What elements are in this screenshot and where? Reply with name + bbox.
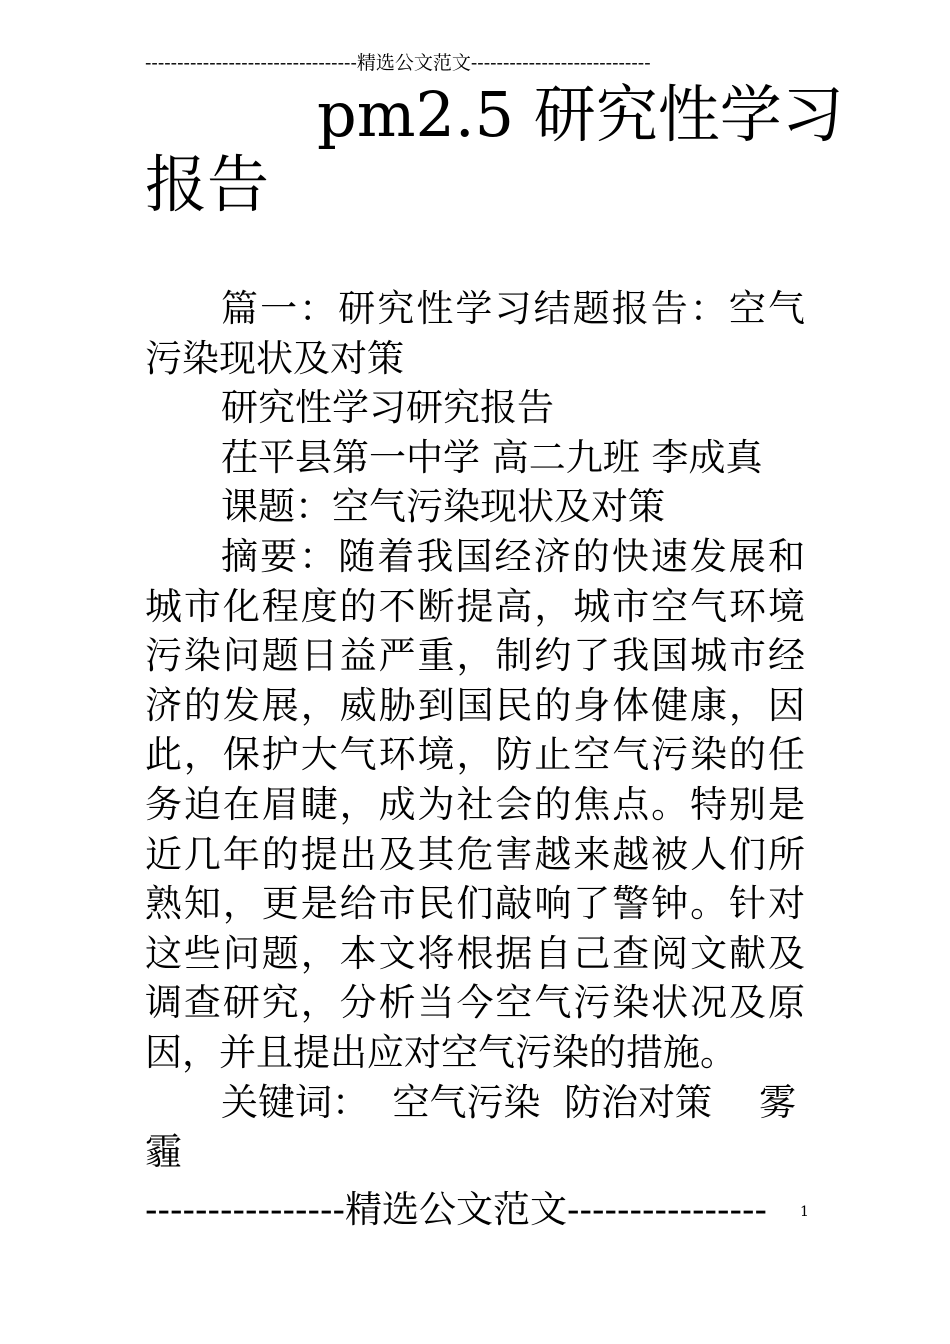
paragraph-report-title: 研究性学习研究报告 xyxy=(221,386,554,430)
title-line-1: pm2.5 研究性学习 xyxy=(317,78,844,151)
keyword-item: 雾霾 xyxy=(145,1080,797,1174)
keyword-item: 空气污染 xyxy=(392,1080,541,1124)
document-title xyxy=(145,78,844,221)
paragraph-author: 茌平县第一中学 高二九班 李成真 xyxy=(221,435,763,479)
paragraph-section-heading: 篇一：研究性学习结题报告：空气污染现状及对策 xyxy=(145,287,805,380)
page-number: 1 xyxy=(800,1204,809,1220)
keyword-item: 防治对策 xyxy=(564,1080,713,1124)
document-body xyxy=(145,284,805,1177)
paragraph-topic: 课题：空气污染现状及对策 xyxy=(221,485,665,529)
paragraph-abstract: 摘要：随着我国经济的快速发展和城市化程度的不断提高，城市空气环境污染问题日益严重，制约了我国城市经济的发展，威胁到国民的身体健康，因此，保护大气环境，防止空气污染的任务迫在眉睫，成为社会的焦点。特别是近几年的提出及其危害越来越被人们所熟知，更是给市民们敲响了警钟。针对这些问题，本文将根据自己查阅文献及调查研究，分析当今空气污染状况及原因，并且提出应对空气污染的措施。 xyxy=(145,534,805,1074)
title-line-2: 报告 xyxy=(145,148,270,221)
keywords-label: 关键词： xyxy=(221,1080,369,1124)
page-header: ---------------------------------精选公文范文---------------------------- xyxy=(145,52,651,74)
paragraph-keywords xyxy=(145,1078,805,1177)
page-footer: ----------------精选公文范文---------------- xyxy=(145,1188,768,1231)
